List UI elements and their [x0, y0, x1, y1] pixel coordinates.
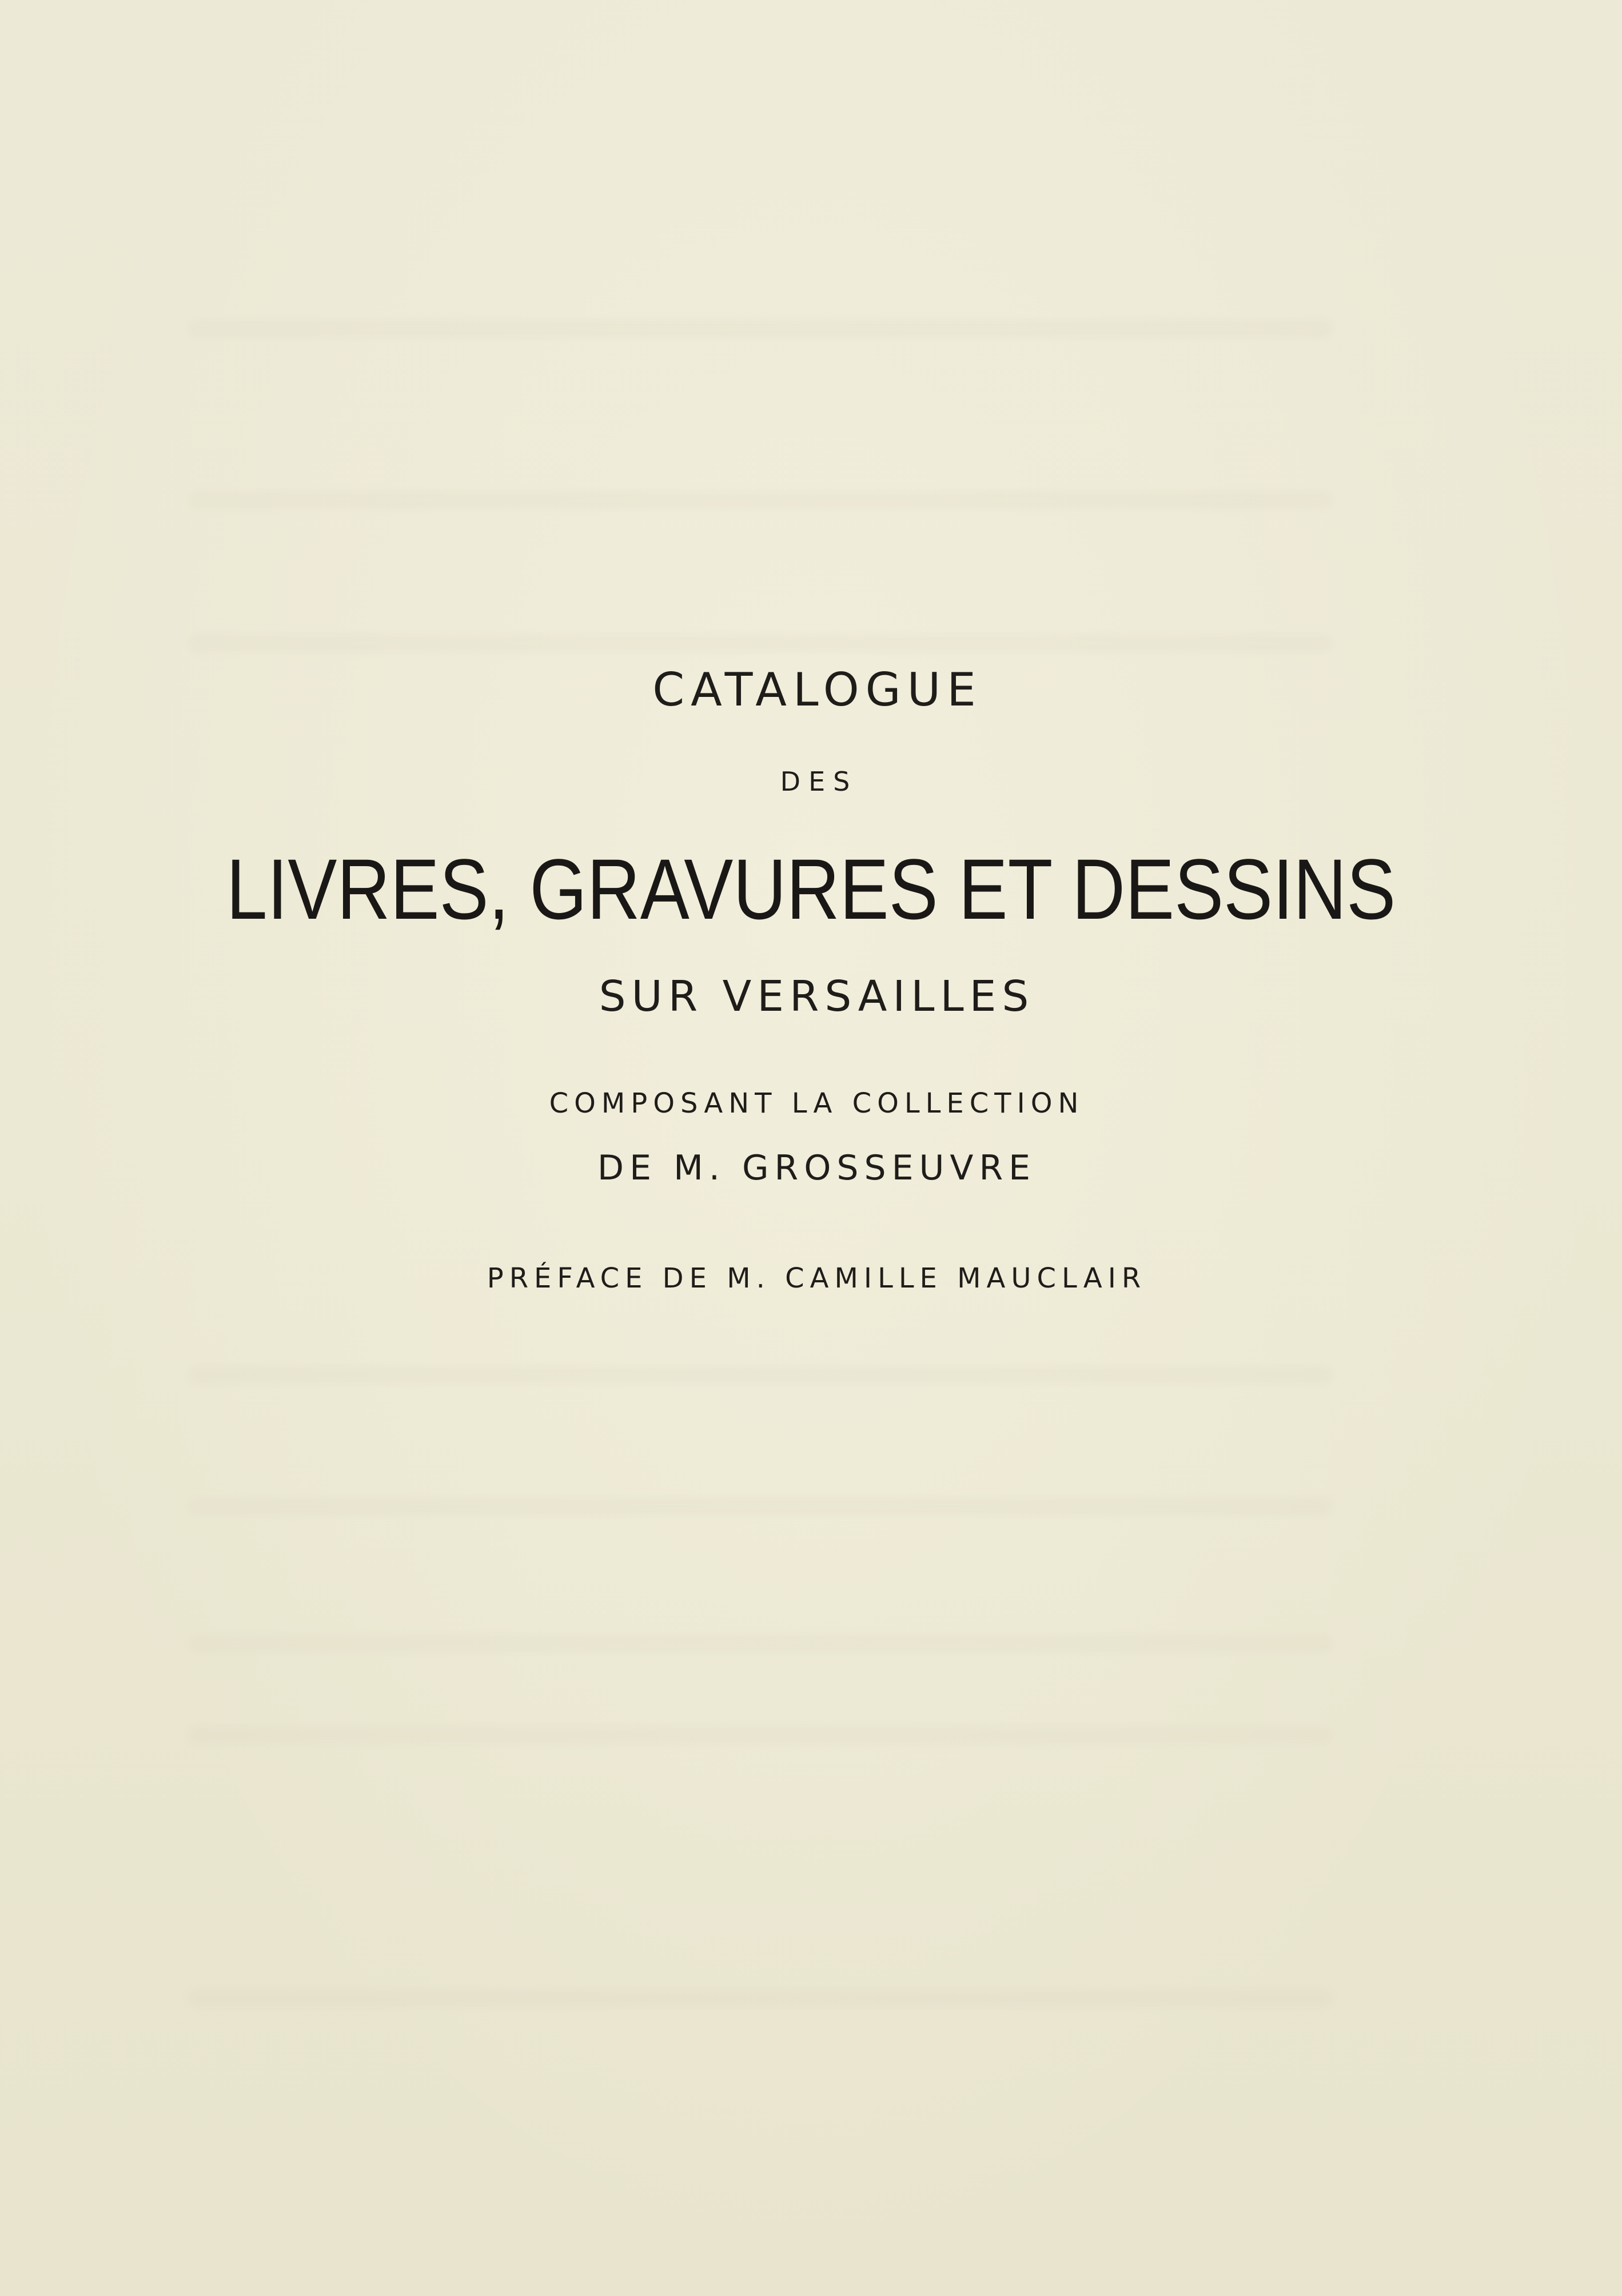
show-through-line — [189, 1366, 1332, 1384]
show-through-line — [189, 1727, 1332, 1744]
show-through-line — [189, 492, 1332, 509]
collection-line: COMPOSANT LA COLLECTION — [549, 1087, 1085, 1119]
show-through-line — [189, 1990, 1332, 2007]
collector-line: DE M. GROSSEUVRE — [597, 1148, 1037, 1188]
show-through-line — [189, 635, 1332, 652]
show-through-line — [189, 1635, 1332, 1652]
main-title: LIVRES, GRAVURES ET DESSINS — [226, 841, 1396, 937]
des-line: DES — [780, 766, 858, 797]
show-through-line — [189, 320, 1332, 337]
preface-line: PRÉFACE DE M. CAMILLE MAUCLAIR — [487, 1262, 1147, 1294]
subject-line: SUR VERSAILLES — [599, 972, 1035, 1021]
show-through-line — [189, 1498, 1332, 1515]
catalogue-heading: CATALOGUE — [652, 663, 982, 716]
